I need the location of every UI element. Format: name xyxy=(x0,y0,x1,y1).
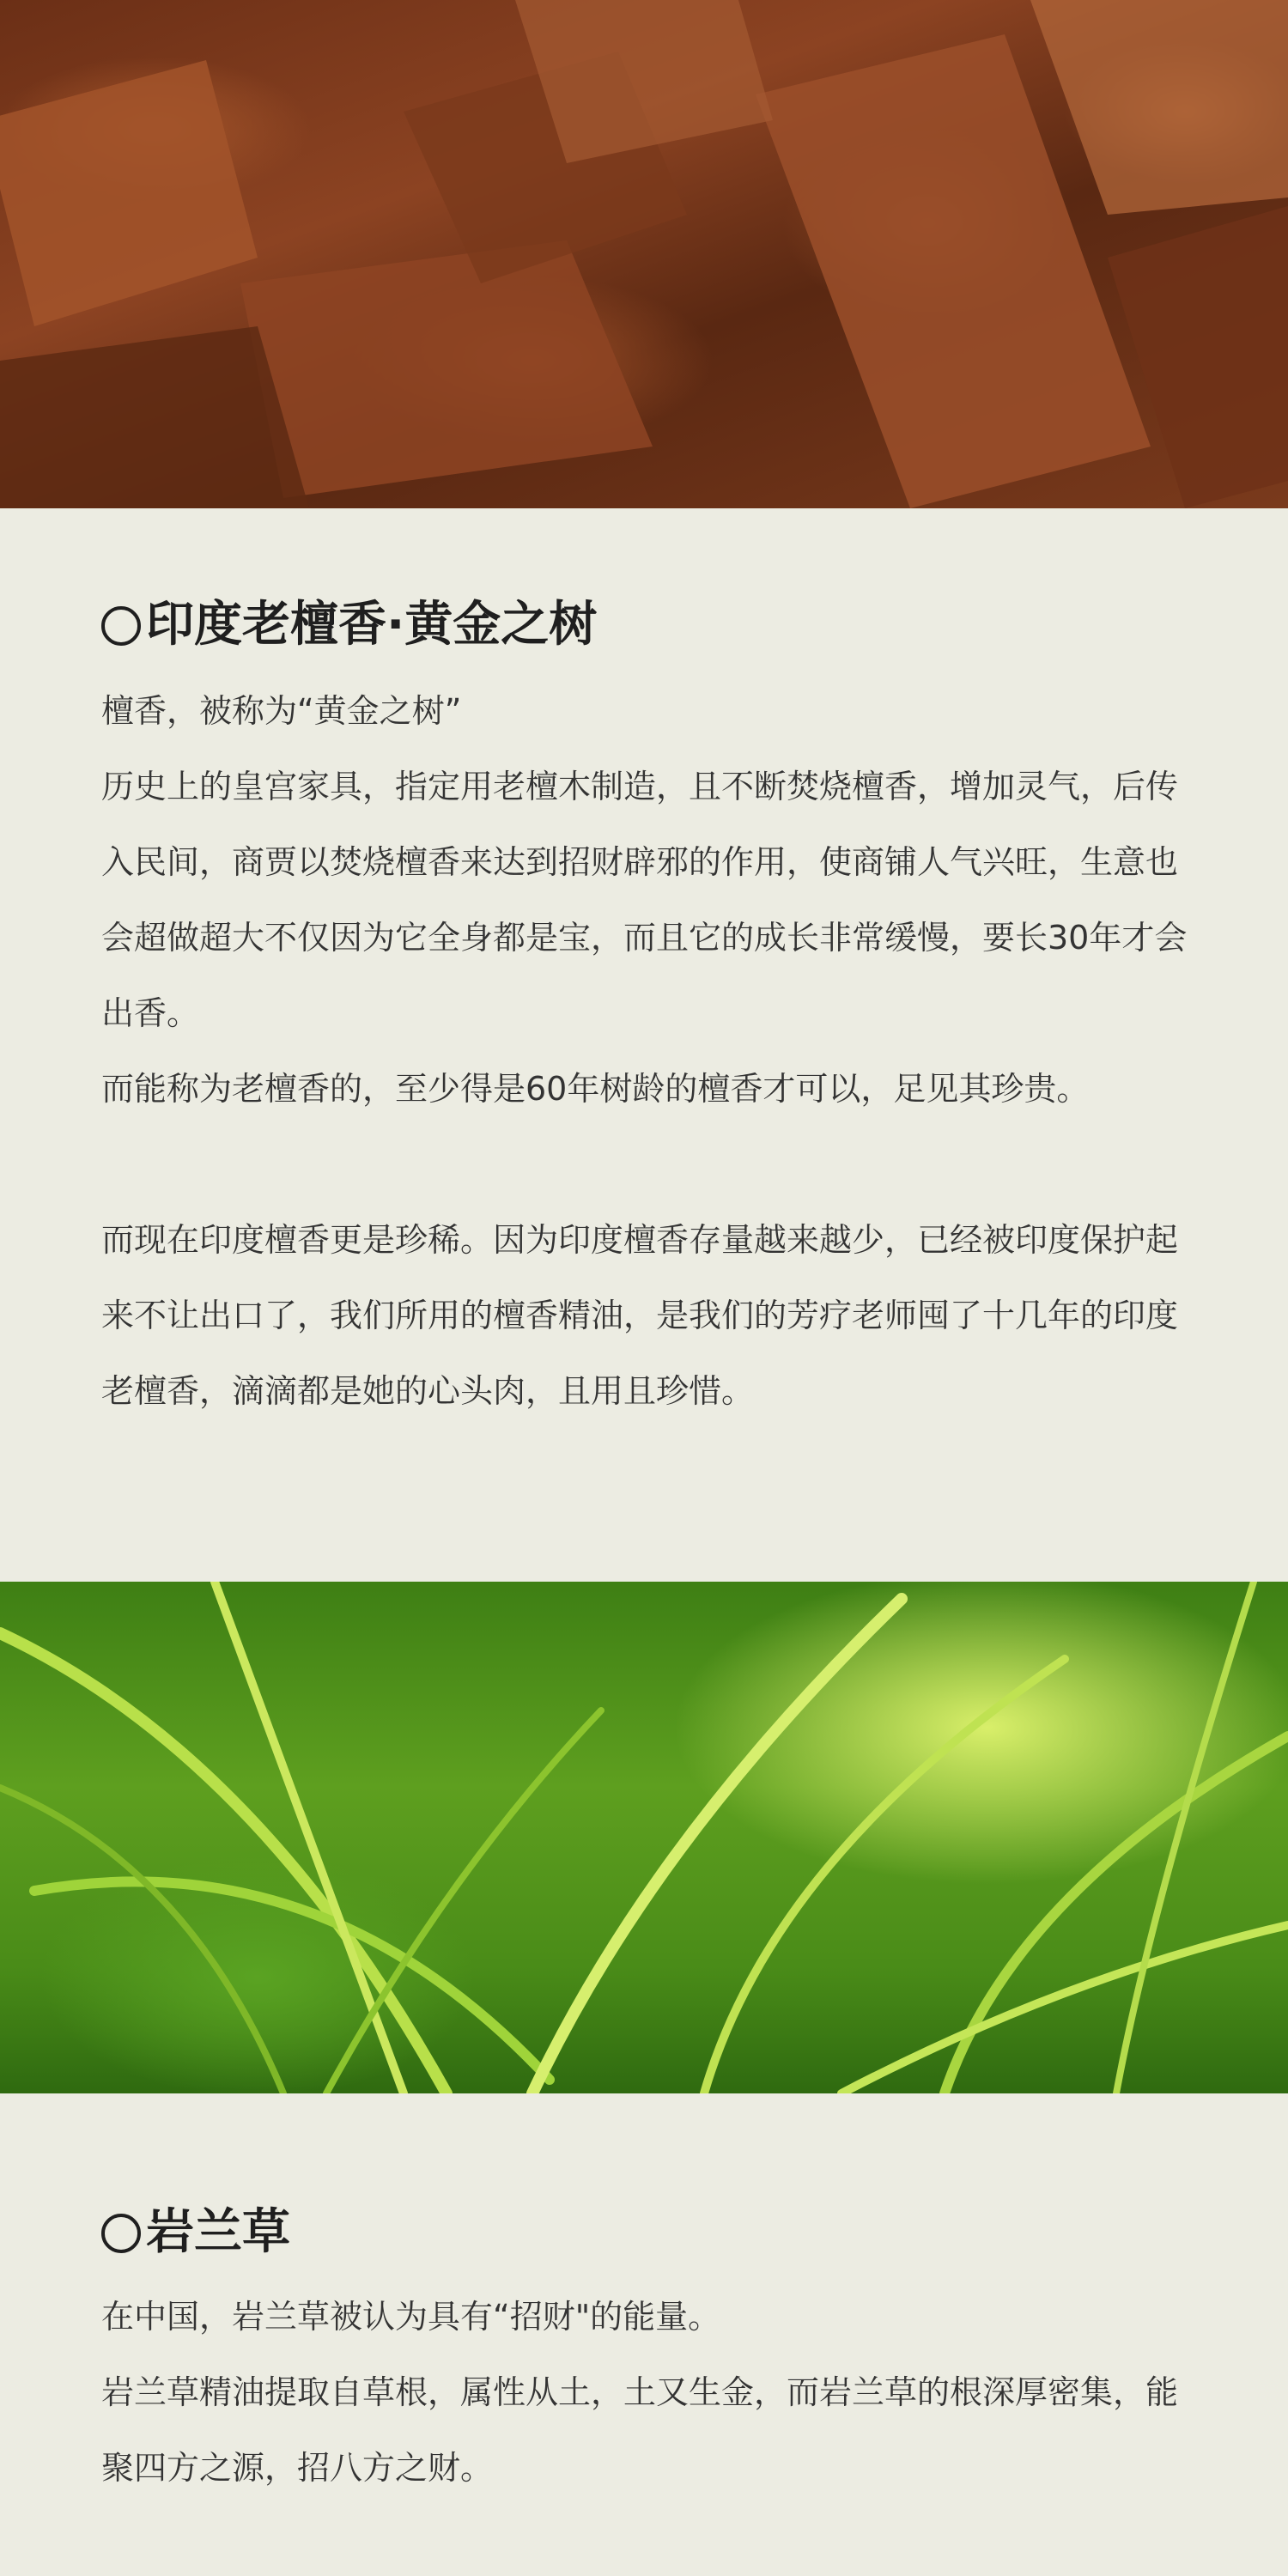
sandalwood-paragraph: 而现在印度檀香更是珍稀。因为印度檀香存量越来越少，已经被印度保护起来不让出口了，我们所用的檀香精油，是我们的芳疗老师囤了十几年的印度老檀香，滴滴都是她的心头肉，且用且珍惜。 xyxy=(101,1221,1179,1410)
vetiver-grass-photo xyxy=(0,1582,1288,2093)
sandalwood-paragraph: 而能称为老檀香的，至少得是60年树龄的檀香才可以，足见其珍贵。 xyxy=(101,1070,1090,1108)
sandalwood-title-text: 印度老檀香·黄金之树 xyxy=(146,597,598,653)
sandalwood-paragraph: 檀香，被称为“黄金之树” xyxy=(101,692,462,730)
vetiver-paragraph: 在中国，岩兰草被认为具有“招财"的能量。 xyxy=(101,2298,721,2336)
vetiver-title xyxy=(101,2198,290,2267)
circle-icon xyxy=(101,606,141,646)
sandalwood-paragraph: 历史上的皇宫家具，指定用老檀木制造，且不断焚烧檀香，增加灵气，后传入民间，商贾以焚烧檀香来达到招财辟邪的作用，使商铺人气兴旺，生意也会超做超大不仅因为它全身都是宝，而且它的成长非常缓慢，要长30年才会出香。 xyxy=(101,768,1188,1032)
sandalwood-photo xyxy=(0,0,1288,508)
sandalwood-title xyxy=(101,591,597,659)
vetiver-paragraph: 岩兰草精油提取自草根，属性从土，土又生金，而岩兰草的根深厚密集，能聚四方之源，招八方之财。 xyxy=(101,2373,1179,2487)
circle-icon xyxy=(101,2214,141,2253)
vetiver-title-text: 岩兰草 xyxy=(146,2204,290,2260)
